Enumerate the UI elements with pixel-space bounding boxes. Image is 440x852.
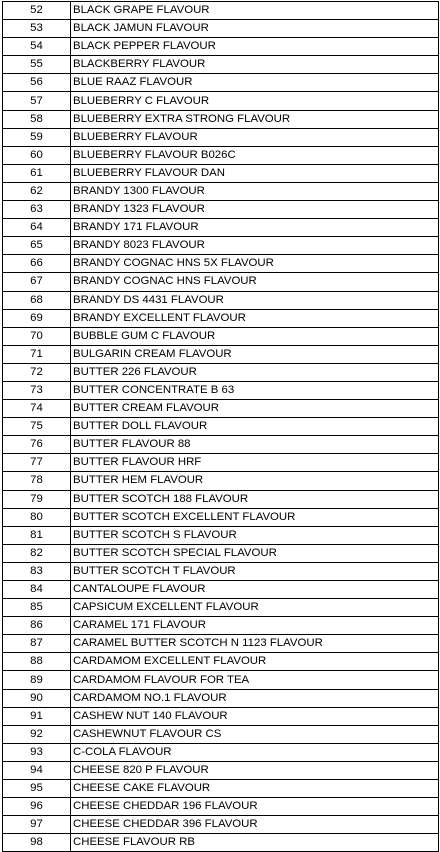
table-row [3, 834, 439, 852]
table-row [3, 381, 439, 399]
flavour-list-table [2, 1, 439, 852]
flavour-name-cell[interactable]: BRANDY 171 FLAVOUR [71, 219, 439, 237]
flavour-name-cell[interactable]: CAPSICUM EXCELLENT FLAVOUR [71, 599, 439, 617]
row-number-cell[interactable]: 57 [3, 92, 71, 110]
table-row [3, 363, 439, 381]
row-number-cell[interactable]: 59 [3, 128, 71, 146]
row-number-cell[interactable]: 60 [3, 146, 71, 164]
table-row [3, 436, 439, 454]
table-row [3, 291, 439, 309]
row-number-cell[interactable]: 97 [3, 816, 71, 834]
flavour-name-cell[interactable]: BUTTER FLAVOUR 88 [71, 436, 439, 454]
table-row [3, 671, 439, 689]
row-number-cell[interactable]: 79 [3, 490, 71, 508]
flavour-name-cell[interactable]: BLUEBERRY C FLAVOUR [71, 92, 439, 110]
table-row [3, 418, 439, 436]
flavour-name-cell[interactable]: BUTTER SCOTCH S FLAVOUR [71, 526, 439, 544]
row-number-cell[interactable]: 61 [3, 164, 71, 182]
flavour-name-cell[interactable]: BRANDY DS 4431 FLAVOUR [71, 291, 439, 309]
row-number-cell[interactable]: 77 [3, 454, 71, 472]
table-row [3, 798, 439, 816]
flavour-name-cell[interactable]: BLACK JAMUN FLAVOUR [71, 20, 439, 38]
table-row [3, 725, 439, 743]
row-number-cell[interactable]: 87 [3, 635, 71, 653]
flavour-name-cell[interactable]: BLUE RAAZ FLAVOUR [71, 74, 439, 92]
row-number-cell[interactable]: 55 [3, 56, 71, 74]
flavour-name-cell[interactable]: CARDAMOM NO.1 FLAVOUR [71, 689, 439, 707]
row-number-cell[interactable]: 92 [3, 725, 71, 743]
flavour-name-cell[interactable]: BLACKBERRY FLAVOUR [71, 56, 439, 74]
table-row [3, 327, 439, 345]
table-row [3, 599, 439, 617]
table-row [3, 526, 439, 544]
table-row [3, 689, 439, 707]
table-row [3, 544, 439, 562]
table-row [3, 490, 439, 508]
table-row [3, 635, 439, 653]
row-number-cell[interactable]: 94 [3, 761, 71, 779]
table-row [3, 74, 439, 92]
row-number-cell[interactable]: 68 [3, 291, 71, 309]
table-row [3, 472, 439, 490]
table-row [3, 2, 439, 20]
row-number-cell[interactable]: 85 [3, 599, 71, 617]
row-number-cell[interactable]: 69 [3, 309, 71, 327]
flavour-name-cell[interactable]: CARAMEL 171 FLAVOUR [71, 617, 439, 635]
row-number-cell[interactable]: 54 [3, 38, 71, 56]
row-number-cell[interactable]: 64 [3, 219, 71, 237]
flavour-name-cell[interactable]: BRANDY EXCELLENT FLAVOUR [71, 309, 439, 327]
row-number-cell[interactable]: 73 [3, 381, 71, 399]
table-row [3, 707, 439, 725]
row-number-cell[interactable]: 80 [3, 508, 71, 526]
flavour-name-cell[interactable]: CASHEWNUT FLAVOUR CS [71, 725, 439, 743]
row-number-cell[interactable]: 91 [3, 707, 71, 725]
flavour-name-cell[interactable]: BRANDY COGNAC HNS 5X FLAVOUR [71, 255, 439, 273]
row-number-cell[interactable]: 70 [3, 327, 71, 345]
flavour-name-cell[interactable]: CHEESE CAKE FLAVOUR [71, 780, 439, 798]
row-number-cell[interactable]: 75 [3, 418, 71, 436]
flavour-name-cell[interactable]: CARDAMOM FLAVOUR FOR TEA [71, 671, 439, 689]
table-row [3, 146, 439, 164]
flavour-name-cell[interactable]: BRANDY 8023 FLAVOUR [71, 237, 439, 255]
flavour-list-body [3, 2, 439, 852]
row-number-cell[interactable]: 96 [3, 798, 71, 816]
table-row [3, 56, 439, 74]
table-row [3, 816, 439, 834]
flavour-name-cell[interactable]: BLACK PEPPER FLAVOUR [71, 38, 439, 56]
row-number-cell[interactable]: 63 [3, 201, 71, 219]
flavour-name-cell[interactable]: CARDAMOM EXCELLENT FLAVOUR [71, 653, 439, 671]
table-row [3, 201, 439, 219]
row-number-cell[interactable]: 56 [3, 74, 71, 92]
row-number-cell[interactable]: 89 [3, 671, 71, 689]
flavour-name-cell[interactable]: CHEESE FLAVOUR RB [71, 834, 439, 852]
table-row [3, 562, 439, 580]
row-number-cell[interactable]: 62 [3, 182, 71, 200]
flavour-name-cell[interactable]: BUTTER FLAVOUR HRF [71, 454, 439, 472]
flavour-name-cell[interactable]: BUTTER 226 FLAVOUR [71, 363, 439, 381]
flavour-name-cell[interactable]: BRANDY COGNAC HNS FLAVOUR [71, 273, 439, 291]
table-row [3, 92, 439, 110]
row-number-cell[interactable]: 71 [3, 345, 71, 363]
flavour-name-cell[interactable]: BLACK GRAPE FLAVOUR [71, 2, 439, 20]
flavour-name-cell[interactable]: BUTTER CREAM FLAVOUR [71, 400, 439, 418]
table-row [3, 761, 439, 779]
table-row [3, 508, 439, 526]
row-number-cell[interactable]: 81 [3, 526, 71, 544]
row-number-cell[interactable]: 65 [3, 237, 71, 255]
table-row [3, 780, 439, 798]
row-number-cell[interactable]: 83 [3, 562, 71, 580]
table-row [3, 345, 439, 363]
table-row [3, 128, 439, 146]
flavour-name-cell[interactable]: CHEESE 820 P FLAVOUR [71, 761, 439, 779]
table-row [3, 617, 439, 635]
flavour-name-cell[interactable]: CHEESE CHEDDAR 196 FLAVOUR [71, 798, 439, 816]
flavour-name-cell[interactable]: CHEESE CHEDDAR 396 FLAVOUR [71, 816, 439, 834]
row-number-cell[interactable]: 98 [3, 834, 71, 852]
flavour-name-cell[interactable]: BLUEBERRY FLAVOUR DAN [71, 164, 439, 182]
flavour-name-cell[interactable]: CANTALOUPE FLAVOUR [71, 581, 439, 599]
table-row [3, 219, 439, 237]
flavour-name-cell[interactable]: BLUEBERRY FLAVOUR B026C [71, 146, 439, 164]
row-number-cell[interactable]: 82 [3, 544, 71, 562]
table-row [3, 164, 439, 182]
row-number-cell[interactable]: 93 [3, 743, 71, 761]
row-number-cell[interactable]: 74 [3, 400, 71, 418]
row-number-cell[interactable]: 58 [3, 110, 71, 128]
flavour-name-cell[interactable]: BUBBLE GUM C FLAVOUR [71, 327, 439, 345]
table-row [3, 581, 439, 599]
flavour-name-cell[interactable]: BUTTER SCOTCH EXCELLENT FLAVOUR [71, 508, 439, 526]
row-number-cell[interactable]: 76 [3, 436, 71, 454]
table-row [3, 182, 439, 200]
row-number-cell[interactable]: 72 [3, 363, 71, 381]
flavour-name-cell[interactable]: BUTTER HEM FLAVOUR [71, 472, 439, 490]
flavour-name-cell[interactable]: BULGARIN CREAM FLAVOUR [71, 345, 439, 363]
flavour-name-cell[interactable]: BUTTER SCOTCH 188 FLAVOUR [71, 490, 439, 508]
flavour-name-cell[interactable]: BRANDY 1323 FLAVOUR [71, 201, 439, 219]
table-row [3, 743, 439, 761]
flavour-name-cell[interactable]: BUTTER CONCENTRATE B 63 [71, 381, 439, 399]
table-row [3, 110, 439, 128]
table-row [3, 653, 439, 671]
row-number-cell[interactable]: 67 [3, 273, 71, 291]
row-number-cell[interactable]: 78 [3, 472, 71, 490]
flavour-name-cell[interactable]: BUTTER SCOTCH SPECIAL FLAVOUR [71, 544, 439, 562]
table-row [3, 237, 439, 255]
table-row [3, 309, 439, 327]
flavour-name-cell[interactable]: C-COLA FLAVOUR [71, 743, 439, 761]
row-number-cell[interactable]: 52 [3, 2, 71, 20]
row-number-cell[interactable]: 53 [3, 20, 71, 38]
flavour-name-cell[interactable]: BLUEBERRY FLAVOUR [71, 128, 439, 146]
flavour-name-cell[interactable]: CASHEW NUT 140 FLAVOUR [71, 707, 439, 725]
row-number-cell[interactable]: 66 [3, 255, 71, 273]
row-number-cell[interactable]: 95 [3, 780, 71, 798]
table-row [3, 400, 439, 418]
table-row [3, 20, 439, 38]
row-number-cell[interactable]: 90 [3, 689, 71, 707]
table-row [3, 454, 439, 472]
flavour-name-cell[interactable]: BRANDY 1300 FLAVOUR [71, 182, 439, 200]
row-number-cell[interactable]: 88 [3, 653, 71, 671]
table-row [3, 273, 439, 291]
table-row [3, 38, 439, 56]
flavour-name-cell[interactable]: BUTTER DOLL FLAVOUR [71, 418, 439, 436]
row-number-cell[interactable]: 86 [3, 617, 71, 635]
row-number-cell[interactable]: 84 [3, 581, 71, 599]
table-row [3, 255, 439, 273]
flavour-name-cell[interactable]: BUTTER SCOTCH T FLAVOUR [71, 562, 439, 580]
flavour-name-cell[interactable]: BLUEBERRY EXTRA STRONG FLAVOUR [71, 110, 439, 128]
flavour-name-cell[interactable]: CARAMEL BUTTER SCOTCH N 1123 FLAVOUR [71, 635, 439, 653]
